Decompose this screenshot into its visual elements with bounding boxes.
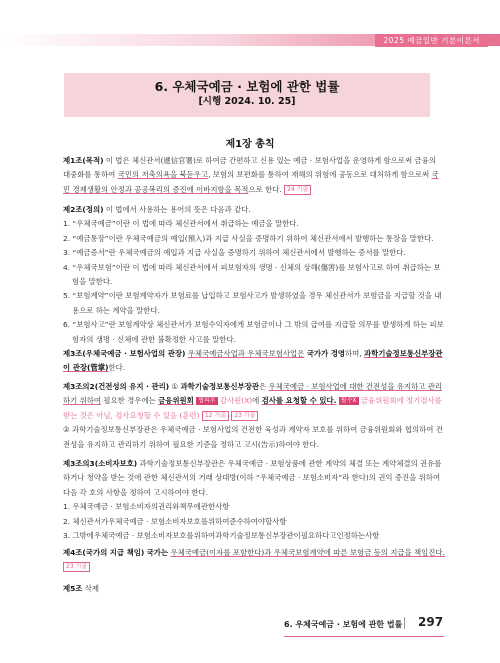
article-1-text-2: , 보험의 보편화를 통하여 재해의 위험에 공동으로 대처하게 함으로써 (208, 170, 432, 180)
article-1-underline-2: 국민 경제생활의 안정과 공공복리의 증진에 이바지함을 목적 (63, 170, 439, 194)
article-2-intro: 이 법에서 사용하는 용어의 뜻은 다음과 같다. (103, 205, 251, 214)
article-3-2-text: ① (169, 382, 181, 391)
footer-divider (404, 617, 405, 629)
article-3-3 (63, 457, 445, 543)
list-item: 4. “우체국보험”이란 이 법에 따라 체신관서에서 피보험자의 생명 · 신체의 상해(傷害)를 보험사고로 하여 취급하는 보험을 말한다. (63, 262, 441, 287)
article-1 (63, 154, 445, 197)
article-3-text-3: 하며, (344, 349, 364, 358)
article-1-underline-1: 국민의 저축의욕을 북돋우고 (117, 170, 209, 180)
footer-rule (284, 636, 444, 637)
footer-chapter: 6. 우체국예금 · 보험에 관한 법률 (284, 620, 403, 629)
article-3-head: 제3조(우체국예금 · 보험사업의 관장) (63, 349, 186, 358)
article-4 (63, 546, 445, 575)
list-item: 2. 체신관서가우체국예금 · 보험소비자보호를위하여준수하여야할사항 (63, 516, 287, 526)
article-3-3-head: 제3조의3(소비자보호) (63, 459, 138, 468)
list-item: 2. “예금통장”이란 우체국예금의 예입(預入)과 지급 사실을 증명하기 위하여 체신관서에서 발행하는 통장을 말한다. (63, 233, 434, 243)
exam-tag: 23 기출 (63, 562, 90, 572)
article-3-bold-1: 국가가 경영 (306, 349, 345, 358)
article-2 (63, 203, 445, 347)
article-3-2-head: 제3조의2(건전성의 유지 · 관리) (63, 382, 170, 391)
article-3-2-bold-1: 과학기술정보통신부장관 (180, 382, 259, 391)
page-number: 297 (418, 615, 444, 629)
exam-tag: 23 기출 (231, 411, 258, 421)
article-4-head: 제4조(국가의 지급 책임) (63, 548, 145, 557)
list-item: 3. 그밖에우체국예금 · 보험소비자보호를위하여과학기술정보통신부장관이필요하다고인정하는사항 (63, 531, 380, 541)
article-3-2-text-6: 에 (252, 396, 262, 406)
list-item: 5. “보험계약”이란 보험계약자가 보험료를 납입하고 보험사고가 발생하였을 경우 체신관서가 보험금을 지급할 것을 내용으로 하는 계약을 말한다. (63, 291, 442, 315)
list-item: 6. “보험사고”란 보험계약상 체신관서가 보험수익자에게 보험금이나 그 밖의 급여를 지급할 의무를 발생하게 하는 피보험자의 생명 · 신체에 관한 불확정한 사고를 말한다. (63, 320, 444, 344)
article-5-head: 제5조 (63, 584, 83, 593)
note-tag: 협의후 (198, 397, 216, 405)
article-3-2-bold-2: 금융위원회 (158, 396, 194, 406)
article-3-2-para-2: ② 과학기술정보통신부장관은 우체국예금 · 보험사업의 건전한 육성과 계약자 보호를 위하여 금융위원회와 협의하여 건전성을 유지하고 관리하기 위하여 필요한 기준을 정하고 고시(告示)하여야 한다. (63, 425, 443, 449)
article-3-2-text-3: 필요한 경우에는 (101, 396, 159, 406)
article-3-underline: 우체국예금사업과 우체국보험사업은 (187, 349, 305, 358)
article-3-2-bold-3: 검사를 요청할 수 있다. (261, 396, 337, 406)
article-3-3-intro: 과학기술정보통신부장관은 우체국예금 · 보험상품에 관한 계약의 체결 또는 계약체결의 권유를 하거나 청약을 받는 것에 관한 체신관서의 거래 상대방(이하 “우체국예금 · 보험소비자”라 한다)의 권익 증진을 위하여 다음 각 호의 사항을 정하여 고시하여야 한다. (63, 459, 442, 497)
list-item: 1. 우체국예금 · 보험소비자의권리와책무에관한사항 (63, 502, 230, 512)
exam-tag: 12 기출 (202, 411, 229, 421)
book-title: 2025 예금일반 기본이론서 (375, 34, 488, 47)
article-3-2-underline-1: 우체국예금 · 보험사업에 대한 건전성을 유지하고 관리하기 위하여 (63, 382, 442, 406)
exam-tag: 24 기출 (284, 185, 311, 195)
article-3-2-annotation: 금융위원회에 정기검사를 받는 것은 아님, 검사요청할 수 있음 (훈련) (63, 396, 442, 420)
article-3-text-4: 한다. (108, 363, 126, 373)
article-4-underline: 우체국예금(이자를 포함한다)과 우체국보험계약에 따른 보험금 등의 지급을 책임진다. (170, 548, 445, 557)
article-4-bold: 국가는 (146, 548, 169, 557)
chapter-heading: 제1장 총칙 (225, 139, 275, 150)
article-1-text: 이 법은 체신관서(遞信官署)로 하여금 간편하고 신용 있는 예금 · 보험사업을 운영하게 함으로써 금융의 대중화를 통하여 (63, 156, 436, 180)
article-5 (63, 582, 445, 596)
list-item: 3. “예금증서”란 우체국예금의 예입과 지급 사실을 증명하기 위하여 체신관서에서 발행하는 증서를 말한다. (63, 248, 406, 258)
title-box (64, 73, 430, 117)
article-2-head: 제2조(정의) (63, 205, 104, 214)
note-tag: 필수X (340, 397, 357, 405)
article-3-bold-2: 과학기술정보통신부장관이 관장(管掌) (63, 349, 443, 373)
article-3-2-note: 감사원(X) (219, 396, 253, 406)
article-3-2-text-2: 은 (258, 382, 269, 391)
article-1-head: 제1조(목적) (63, 156, 104, 165)
list-item: 1. “우체국예금”이란 이 법에 따라 체신관서에서 취급하는 예금을 말한다. (63, 219, 299, 229)
article-3-2 (63, 380, 445, 452)
article-1-text-3: 으로 한다. (248, 184, 285, 194)
law-title: 6. 우체국예금 · 보험에 관한 법률 (154, 79, 340, 94)
article-3 (63, 347, 445, 376)
article-5-text: 삭제 (82, 584, 100, 593)
law-effective-date: [시행 2024. 10. 25] (198, 96, 296, 107)
